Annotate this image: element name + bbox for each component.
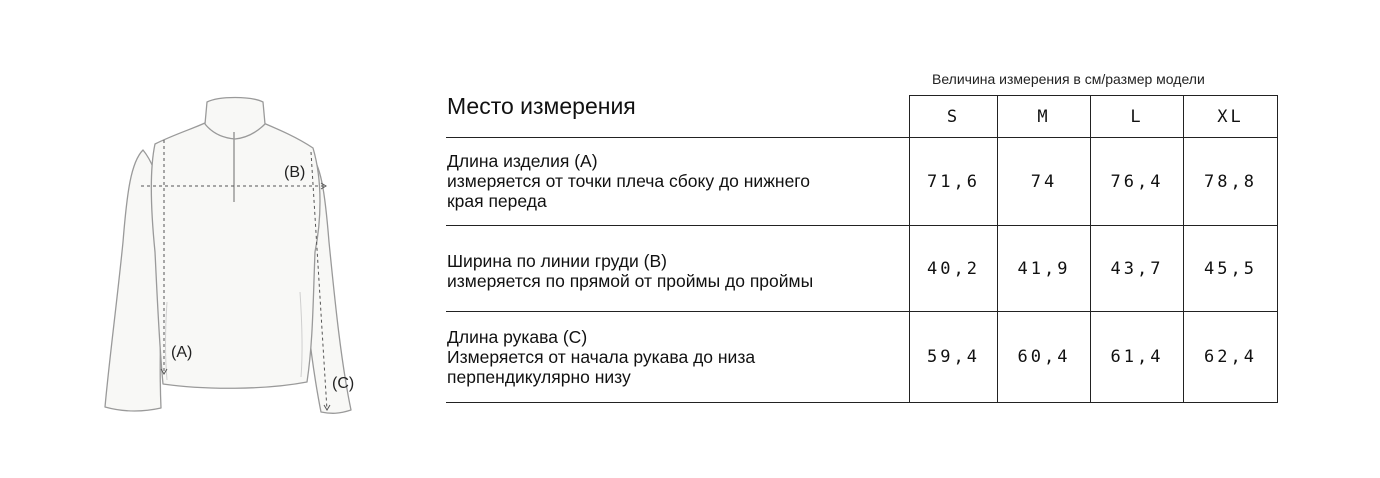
label-c: (C) — [332, 375, 355, 392]
row-description: Измеряется от начала рукава до низа — [447, 347, 756, 367]
row-name: Ширина по линии груди (B) — [447, 251, 667, 271]
row-name: Длина изделия (A) — [447, 151, 598, 171]
value-cell: 62,4 — [1204, 347, 1257, 367]
size-header-m: M — [1037, 106, 1051, 127]
row-description: измеряется от точки плеча сбоку до нижнего — [447, 171, 811, 191]
row-name: Длина рукава (C) — [447, 327, 588, 347]
value-cell: 41,9 — [1017, 258, 1071, 279]
value-cell: 61,4 — [1110, 347, 1164, 367]
row-label-sleeve-length — [447, 327, 902, 387]
value-cell: 60,4 — [1017, 347, 1071, 367]
label-a: (A) — [171, 344, 193, 361]
size-header-xl: XL — [1217, 106, 1244, 127]
sweatshirt-diagram — [95, 92, 375, 422]
row-label-chest-width — [447, 251, 902, 291]
value-cell: 40,2 — [927, 258, 980, 279]
row-label-length — [447, 151, 902, 211]
measurement-place-title: Место измерения — [447, 93, 636, 119]
row-description: перпендикулярно низу — [447, 367, 631, 387]
value-cell: 45,5 — [1204, 258, 1257, 279]
value-cell: 71,6 — [927, 171, 980, 192]
size-header-l: L — [1130, 106, 1144, 127]
table-column-divider — [1277, 95, 1278, 403]
measure-unit-title: Величина измерения в см/размер модели — [932, 71, 1205, 87]
value-cell: 74 — [1030, 171, 1058, 192]
label-b: (B) — [284, 164, 306, 181]
value-cell: 59,4 — [927, 347, 980, 367]
value-cell: 43,7 — [1110, 258, 1164, 279]
row-description: края переда — [447, 191, 547, 211]
size-header-s: S — [946, 106, 961, 127]
value-cell: 78,8 — [1204, 171, 1257, 192]
value-cell: 76,4 — [1110, 171, 1164, 192]
row-description: измеряется по прямой от проймы до проймы — [447, 271, 814, 291]
table-bottom-border — [446, 402, 1278, 403]
